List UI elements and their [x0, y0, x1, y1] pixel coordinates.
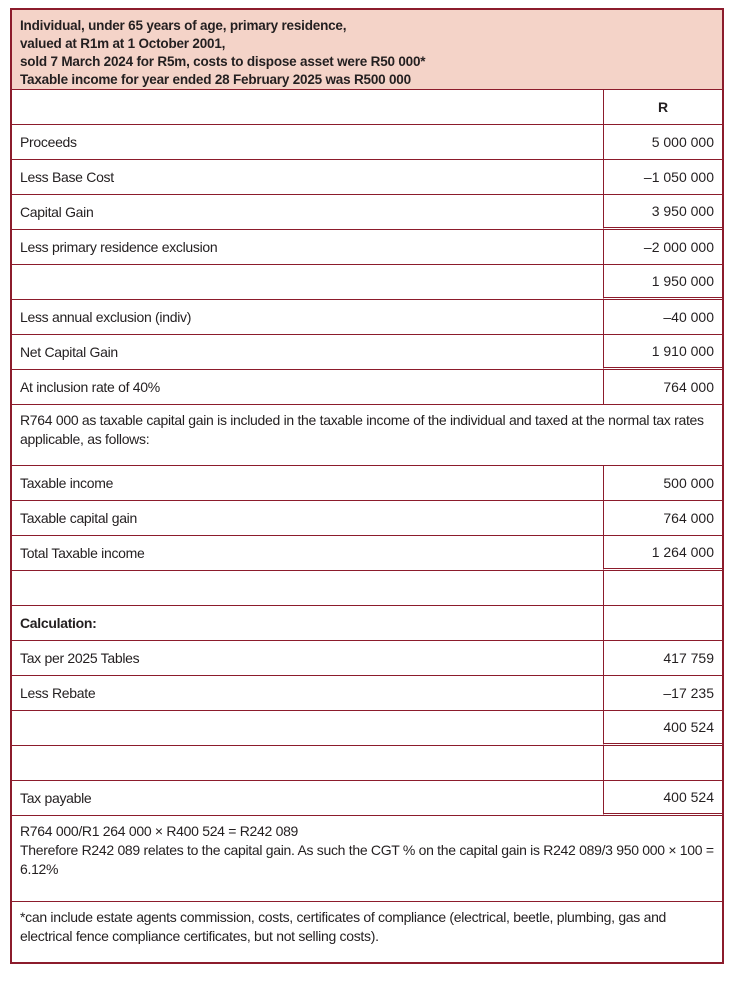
row-capital-gain: Capital Gain 3 950 000: [12, 195, 722, 230]
row-tax-per-tables: Tax per 2025 Tables 417 759: [12, 641, 722, 676]
cgt-explanation: Therefore R242 089 relates to the capital gain. As such the CGT % on the capital gain is R242 089/3 950 000 × 100 = 6.12%: [20, 842, 714, 877]
row-taxable-capital-gain: Taxable capital gain 764 000: [12, 501, 722, 536]
header-line: valued at R1m at 1 October 2001,: [20, 36, 226, 51]
row-tax-subtotal: 400 524: [12, 711, 722, 746]
column-header-row: [12, 90, 722, 125]
header-line: sold 7 March 2024 for R5m, costs to dispose asset were R50 000*: [20, 54, 426, 69]
footnote: *can include estate agents commission, costs, certificates of compliance (electrical, beetle, plumbing, gas and electrical fence compliance certificates, but not selling costs).: [20, 909, 667, 944]
row-base-cost: Less Base Cost –1 050 000: [12, 160, 722, 195]
row-primary-residence-exclusion: Less primary residence exclusion –2 000 000: [12, 230, 722, 265]
header-line: Individual, under 65 years of age, primary residence,: [20, 18, 347, 33]
row-blank: [12, 571, 722, 606]
note-cgt-percentage: [12, 816, 722, 902]
currency-header: R: [603, 90, 722, 124]
row-taxable-income: Taxable income 500 000: [12, 466, 722, 501]
row-inclusion-rate: At inclusion rate of 40% 764 000: [12, 370, 722, 405]
note-taxable-gain: R764 000 as taxable capital gain is included in the taxable income of the individual and taxed at the normal tax rates applicable, as follows:: [12, 405, 722, 466]
scenario-header: [12, 10, 722, 90]
row-calculation-heading: Calculation:: [12, 606, 722, 641]
row-subtotal: 1 950 000: [12, 265, 722, 300]
row-less-rebate: Less Rebate –17 235: [12, 676, 722, 711]
row-blank: [12, 746, 722, 781]
row-net-capital-gain: Net Capital Gain 1 910 000: [12, 335, 722, 370]
header-line: Taxable income for year ended 28 February 2025 was R500 000: [20, 72, 411, 87]
row-total-taxable-income: Total Taxable income 1 264 000: [12, 536, 722, 571]
row-proceeds: Proceeds 5 000 000: [12, 125, 722, 160]
row-tax-payable: Tax payable 400 524: [12, 781, 722, 816]
row-annual-exclusion: Less annual exclusion (indiv) –40 000: [12, 300, 722, 335]
cgt-formula: R764 000/R1 264 000 × R400 524 = R242 089: [20, 823, 299, 839]
cgt-example-table: [10, 8, 724, 964]
